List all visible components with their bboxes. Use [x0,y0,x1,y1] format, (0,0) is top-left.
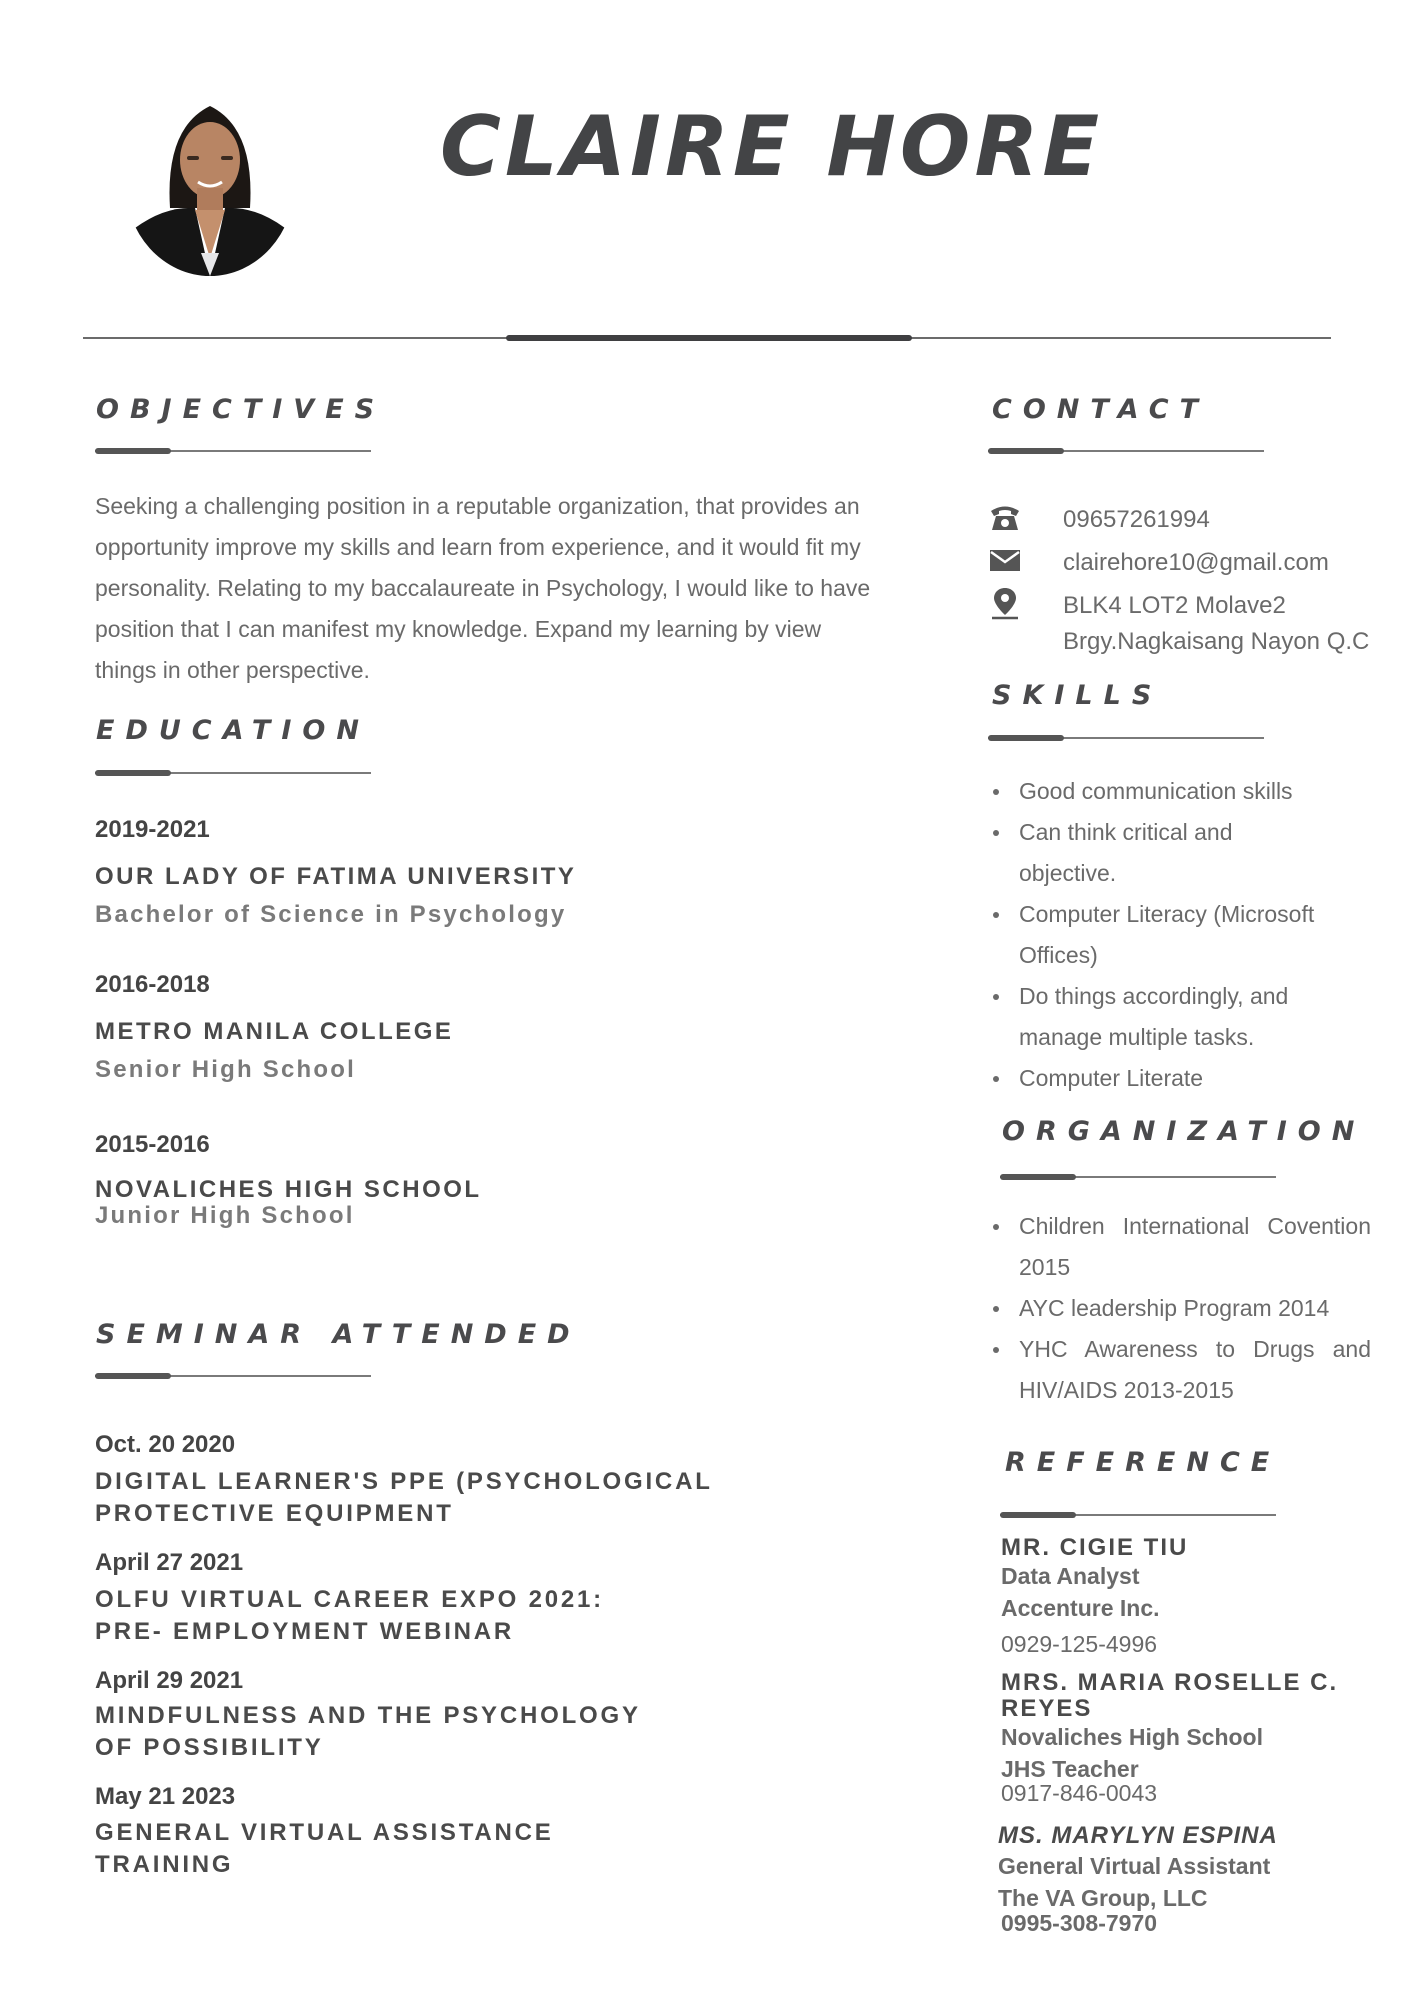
profile-photo [125,88,295,276]
reference-name: MR. CIGIE TIU [1001,1534,1189,1561]
seminars-underline [95,1373,371,1379]
seminars-heading: SEMINAR ATTENDED [96,1319,581,1350]
education-school: NOVALICHES HIGH SCHOOL [95,1176,482,1203]
reference-company: JHS Teacher [1001,1756,1139,1782]
organization-list [989,1206,1371,1411]
contact-email-row [988,543,1388,579]
reference-company: The VA Group, LLC [998,1885,1208,1911]
reference-name: MS. MARYLYN ESPINA [998,1822,1278,1849]
skills-underline [988,735,1264,741]
list-item: Computer Literate [989,1058,1319,1099]
seminar-date: April 27 2021 [95,1549,244,1576]
reference-phone: 0917-846-0043 [1001,1780,1158,1806]
contact-phone[interactable]: 09657261994 [1063,506,1210,533]
seminar-title: DIGITAL LEARNER'S PPE (PSYCHOLOGICAL [95,1468,713,1495]
seminar-title: PRE- EMPLOYMENT WEBINAR [95,1618,515,1645]
reference-name: REYES [1001,1695,1093,1722]
reference-phone: 0929-125-4996 [1001,1631,1158,1657]
list-item: AYC leadership Program 2014 [989,1288,1371,1329]
seminar-title: GENERAL VIRTUAL ASSISTANCE [95,1819,554,1846]
reference-underline [1000,1512,1276,1518]
reference-role: General Virtual Assistant [998,1853,1271,1879]
seminar-date: April 29 2021 [95,1667,244,1694]
phone-icon [988,500,1022,534]
skills-list [989,771,1319,1099]
location-pin-icon [988,586,1022,620]
envelope-icon [988,543,1022,577]
seminar-date: Oct. 20 2020 [95,1431,236,1458]
seminar-title: OLFU VIRTUAL CAREER EXPO 2021: [95,1586,604,1613]
reference-company: Accenture Inc. [1001,1595,1160,1621]
seminar-title: PROTECTIVE EQUIPMENT [95,1500,454,1527]
contact-heading: CONTACT [992,394,1209,425]
list-item: Children International Covention 2015 [989,1206,1371,1288]
objectives-underline [95,448,371,454]
contact-underline [988,448,1264,454]
seminar-title: MINDFULNESS AND THE PSYCHOLOGY [95,1702,641,1729]
list-item: Do things accordingly, and manage multiple tasks. [989,976,1319,1058]
reference-role: Data Analyst [1001,1563,1140,1589]
list-item: Computer Literacy (Microsoft Offices) [989,894,1319,976]
objectives-text: Seeking a challenging position in a reputable organization, that provides an opportunity improve my skills and learn from experience, and it would fit my personality. Relating to my baccalaureate in Psychology, I would like to have position that I can manifest my knowledge. Expand my learning by view things in other perspective. [95,493,871,683]
reference-phone: 0995-308-7970 [1001,1910,1158,1936]
seminar-title: OF POSSIBILITY [95,1734,324,1761]
education-years: 2016-2018 [95,971,210,998]
reference-role: Novaliches High School [1001,1724,1263,1750]
contact-address-line2: Brgy.Nagkaisang Nayon Q.C [1063,628,1370,655]
objectives-heading: OBJECTIVES [96,394,386,425]
education-underline [95,770,371,776]
skills-heading: SKILLS [992,680,1163,711]
seminar-title: TRAINING [95,1851,234,1878]
reference-heading: REFERENCE [1005,1447,1281,1478]
list-item: YHC Awareness to Drugs and HIV/AIDS 2013-2015 [989,1329,1371,1411]
candidate-name: CLAIRE HORE [440,98,1104,195]
contact-email[interactable]: clairehore10@gmail.com [1063,549,1329,576]
education-degree: Senior High School [95,1056,356,1083]
education-years: 2015-2016 [95,1131,210,1158]
education-years: 2019-2021 [95,816,210,843]
contact-address-line1: BLK4 LOT2 Molave2 [1063,592,1286,619]
organization-heading: ORGANIZATION [1002,1116,1366,1147]
education-degree: Junior High School [95,1202,355,1229]
education-school: OUR LADY OF FATIMA UNIVERSITY [95,863,577,890]
education-school: METRO MANILA COLLEGE [95,1018,454,1045]
education-degree: Bachelor of Science in Psychology [95,901,567,928]
contact-phone-row [988,500,1388,536]
header-divider-accent [506,335,912,341]
list-item: Good communication skills [989,771,1319,812]
contact-address-row [988,586,1388,666]
list-item: Can think critical and objective. [989,812,1319,894]
seminar-date: May 21 2023 [95,1783,236,1810]
education-heading: EDUCATION [96,715,370,746]
organization-underline [1000,1174,1276,1180]
reference-name: MRS. MARIA ROSELLE C. [1001,1669,1339,1696]
